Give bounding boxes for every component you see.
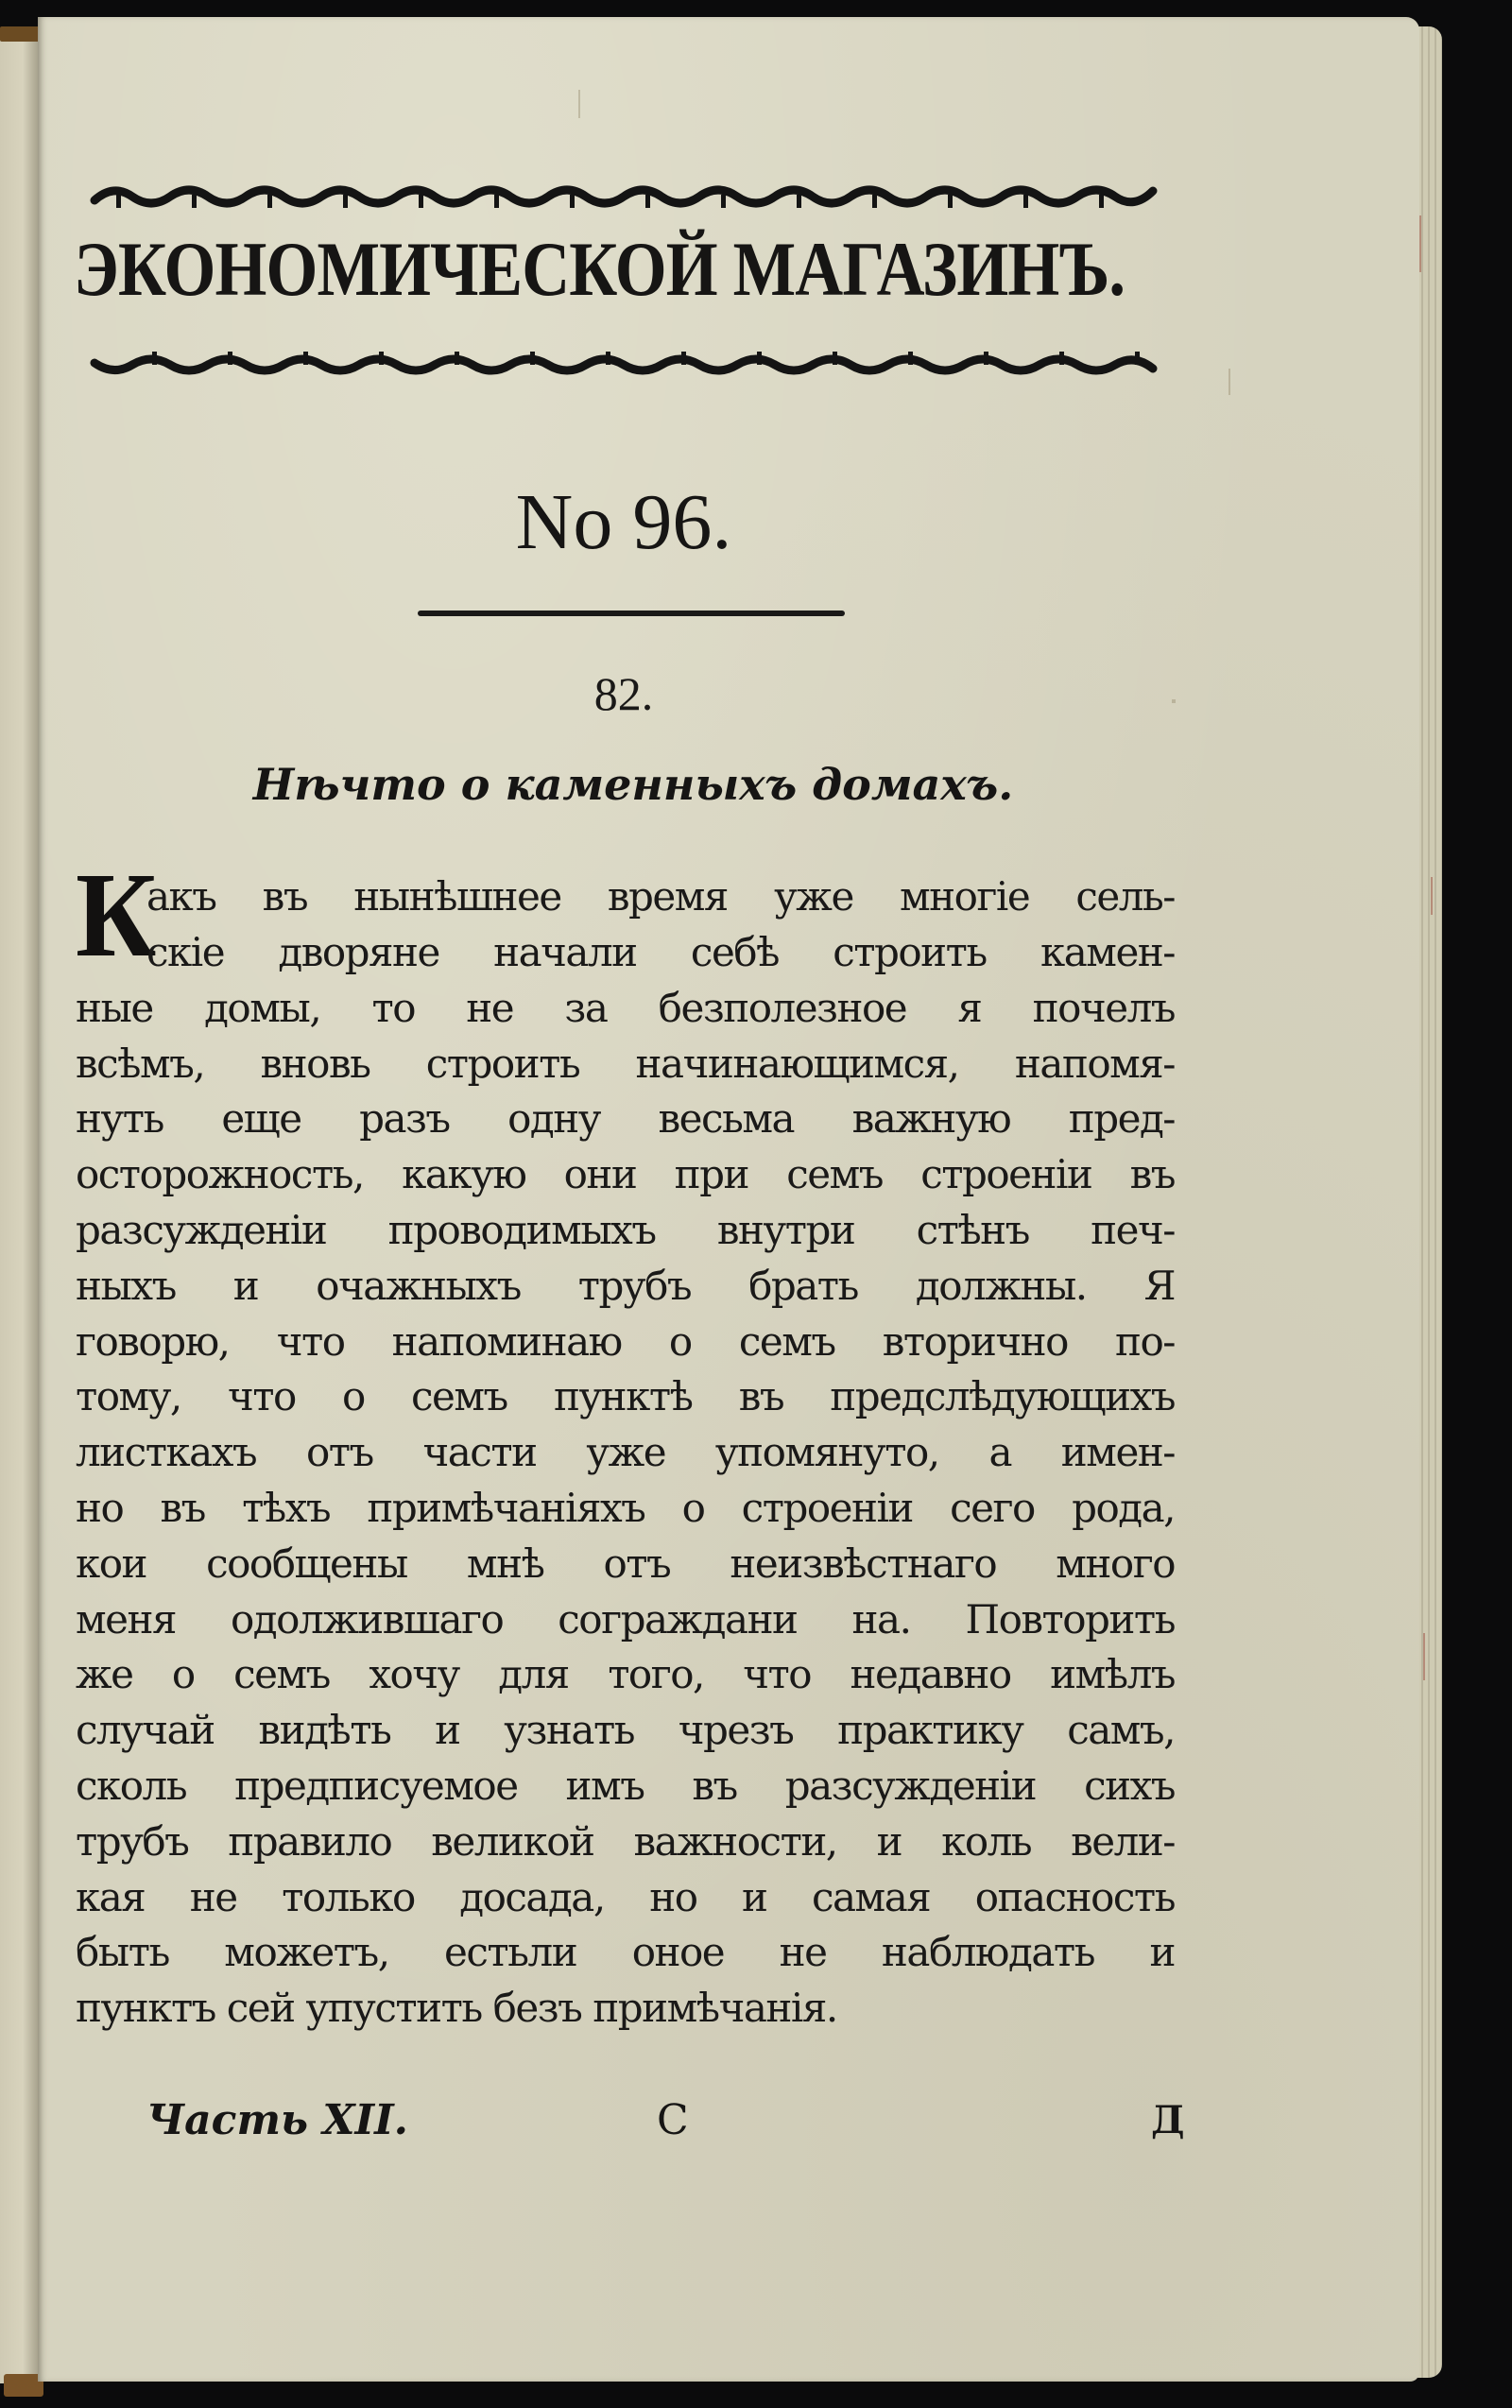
ornament-border-bottom [90,350,1158,380]
issue-number: No 96. [515,478,732,566]
previous-page-edge [0,36,38,2383]
foxing-mark [1431,877,1433,915]
catchword: Д [1151,2098,1185,2142]
drop-cap-initial: К [76,848,157,982]
paper-fiber [1228,369,1230,395]
body-line: нуть еще разъ одну весьма важную пред- [76,1095,1175,1142]
body-line: кои сообщены мнѣ отъ неизвѣстнаго много [76,1540,1175,1587]
body-line: осторожность, какую они при семъ строеніи въ [76,1151,1175,1197]
article-title: Нѣчто о каменныхъ домахъ. [252,759,1014,810]
signature-mark: С [657,2096,689,2144]
journal-masthead: ЭКОНОМИЧЕСКОЙ МАГАЗИНЪ. [74,226,1125,312]
body-line: меня одолжившаго сограждани на. Повторить [76,1596,1175,1643]
paper-fiber [578,90,580,118]
foxing-mark [1423,1633,1425,1680]
body-line: случай видѣть и узнать чрезъ практику самъ, [76,1707,1175,1753]
body-line: тому, что о семъ пунктѣ въ предслѣдующихъ [76,1373,1175,1419]
body-line: кая не только досада, но и самая опасность [76,1874,1175,1920]
body-line: быть можетъ, естьли оное не наблюдать и [76,1929,1175,1975]
body-line: акъ въ нынѣшнее время уже многіе сель- [146,873,1175,920]
article-number: 82. [593,667,654,720]
volume-part-label: Часть XII. [146,2096,408,2144]
body-line: ные домы, то не за безполезное я почелъ [76,985,1175,1031]
body-line: но въ тѣхъ примѣчаніяхъ о строеніи сего рода, [76,1485,1175,1531]
body-line: ныхъ и очажныхъ трубъ брать должны. Я [76,1263,1175,1309]
page-footer [0,2092,1512,2149]
horizontal-rule [418,611,845,616]
body-line: разсужденіи проводимыхъ внутри стѣнъ печ- [76,1207,1175,1253]
body-line: трубъ правило великой важности, и коль вели- [76,1818,1175,1865]
foxing-mark [1419,215,1421,272]
body-line: пунктъ сей упустить безъ примѣчанія. [76,1985,837,2031]
body-line: всѣмъ, вновь строить начинающимся, напомя- [76,1041,1175,1087]
body-line: же о семъ хочу для того, что недавно имѣлъ [76,1651,1175,1697]
body-line: говорю, что напоминаю о семъ вторично по- [76,1318,1175,1365]
paper-speck [1172,699,1176,703]
body-line: листкахъ отъ части уже упомянуто, а имен- [76,1429,1175,1475]
body-line: сколь предписуемое имъ въ разсужденіи сихъ [76,1763,1175,1809]
body-line: скіе дворяне начали себѣ строить камен- [146,929,1175,975]
ornament-border-top [90,180,1158,210]
